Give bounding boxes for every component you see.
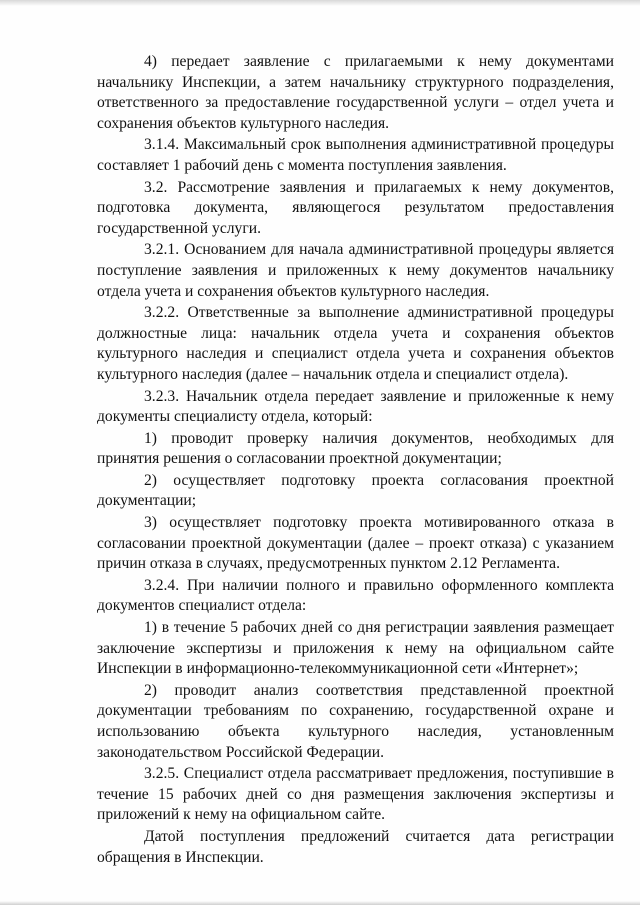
paragraph-3-2-4: 3.2.4. При наличии полного и правильно оформленного комплекта документов специалист отдела: [97,576,614,615]
paragraph-3-2-1: 3.2.1. Основанием для начала административной процедуры является поступление заявления и приложенных к нему документов начальнику отдела учета и сохранения объектов культурного наследия. [97,241,614,300]
scan-edge-bottom [0,901,640,905]
paragraph-3-2-3-item-1: 1) проводит проверку наличия документов, необходимых для принятия решения о согласовании проектной документации; [97,429,614,468]
paragraph-3-2-4-item-1: 1) в течение 5 рабочих дней со дня регистрации заявления размещает заключение экспертизы и приложения к нему на официальном сайте Инспекции в информационно-телекоммуникационной сети «Интернет»; [97,619,614,678]
scan-edge-top [0,0,640,6]
paragraph-item-4-transfer: 4) передает заявление с прилагаемыми к нему документами начальнику Инспекции, а затем начальнику структурного подразделения, ответственного за предоставление государственной услуги – отдел учета и сохранения объектов культурного наследия. [97,53,614,132]
paragraph-3-2-3: 3.2.3. Начальник отдела передает заявление и приложенные к нему документы специалисту отдела, который: [97,387,614,426]
document-body [97,52,614,869]
paragraph-3-2-5: 3.2.5. Специалист отдела рассматривает предложения, поступившие в течение 15 рабочих дней со дня размещения заключения экспертизы и приложений к нему на официальном сайте. [97,765,614,824]
paragraph-3-2-4-item-2: 2) проводит анализ соответствия представленной проектной документации требованиям по сохранению, государственной охране и использованию объекта культурного наследия, установленным законодательством Российской Федерации. [97,681,614,761]
paragraph-3-2: 3.2. Рассмотрение заявления и прилагаемых к нему документов, подготовка документа, являющегося результатом предоставления государственной услуги. [97,178,614,237]
paragraph-proposals-date: Датой поступления предложений считается дата регистрации обращения в Инспекции. [97,827,614,866]
paragraph-3-1-4: 3.1.4. Максимальный срок выполнения административной процедуры составляет 1 рабочий день с момента поступления заявления. [97,136,614,174]
paragraph-3-2-2: 3.2.2. Ответственные за выполнение административной процедуры должностные лица: начальник отдела учета и сохранения объектов культурного наследия и специалист отдела учета и сохранения объектов культурного наследия (далее – начальник отдела и специалист отдела). [97,304,614,383]
paragraph-3-2-3-item-2: 2) осуществляет подготовку проекта согласования проектной документации; [97,471,614,510]
paragraph-3-2-3-item-3: 3) осуществляет подготовку проекта мотивированного отказа в согласовании проектной документации (далее – проект отказа) с указанием причин отказа в случаях, предусмотренных пунктом 2.12 Регламента. [97,514,614,573]
